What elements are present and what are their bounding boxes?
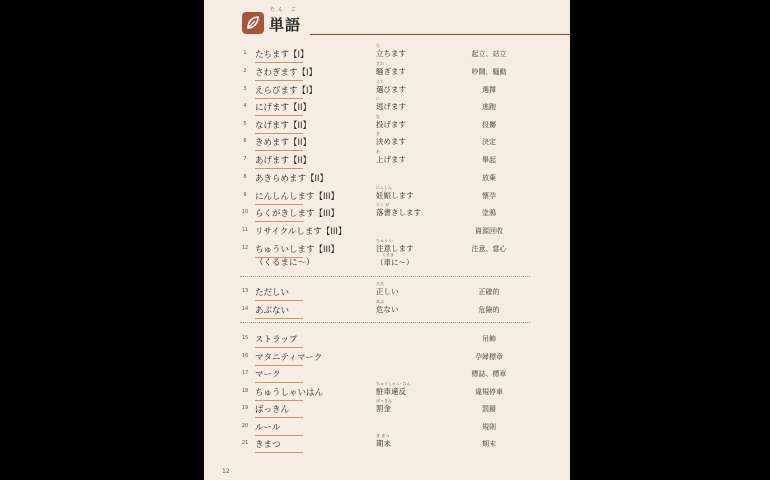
row-number: 1: [243, 50, 247, 56]
kana-word: さわぎます【I】: [255, 66, 317, 78]
kanji-usage-note: （車に〜）: [376, 258, 414, 267]
kanji-ruby: に: [376, 96, 380, 101]
vocab-row: [204, 349, 570, 366]
kanji-word: 罰金: [376, 404, 391, 413]
chinese-meaning: 舉起: [482, 156, 496, 164]
vocab-row: [204, 61, 570, 81]
kana-word: ちゅういします【III】: [255, 243, 339, 255]
row-number: 19: [241, 405, 249, 411]
vocab-row: [204, 131, 570, 151]
vocab-row: [204, 43, 570, 63]
kanji-word: 注意します: [376, 244, 414, 253]
kanji-usage-ruby: くるま: [382, 252, 394, 257]
row-number: 11: [241, 227, 249, 233]
kanji-word: 逃げます: [376, 102, 406, 111]
kanji-ruby: にんしん: [376, 185, 392, 190]
chinese-meaning: 注意、當心: [471, 245, 507, 253]
kana-word: マーク: [255, 368, 281, 380]
kanji-word: 駐車違反: [376, 387, 406, 396]
kanji-word: 騒ぎます: [376, 67, 406, 76]
kanji-ruby: た: [376, 43, 380, 48]
chinese-meaning: 標誌、標章: [471, 370, 507, 378]
row-number: 20: [241, 423, 249, 429]
chinese-meaning: 孕婦標章: [475, 353, 503, 361]
kanji-word: 危ない: [376, 305, 399, 314]
kanji-word: 選びます: [376, 85, 406, 94]
row-number: 13: [241, 288, 249, 294]
kanji-word: 落書きします: [376, 208, 421, 217]
section-divider: [240, 322, 530, 323]
kanji-ruby: き: [376, 131, 380, 136]
kanji-ruby: な: [376, 114, 380, 119]
chinese-meaning: 吵鬧、騷動: [471, 68, 507, 76]
vocab-row: [204, 202, 570, 222]
row-number: 12: [241, 245, 249, 251]
chinese-meaning: 資源回收: [475, 227, 503, 235]
chinese-meaning: 選擇: [482, 86, 496, 94]
kanji-word: 妊娠します: [376, 191, 414, 200]
kana-word: きめます【II】: [255, 136, 311, 148]
kanji-word: 投げます: [376, 120, 406, 129]
kana-word: あぶない: [255, 304, 289, 316]
chinese-meaning: 放棄: [482, 174, 496, 182]
row-number: 2: [243, 68, 247, 74]
page-number: 12: [222, 468, 230, 475]
row-number: 18: [241, 388, 249, 394]
chinese-meaning: 起立、站立: [471, 50, 507, 58]
row-number: 8: [243, 174, 247, 180]
vocab-row: [204, 433, 570, 453]
kanji-ruby: ばっきん: [376, 398, 392, 403]
chinese-meaning: 逃跑: [482, 103, 496, 111]
section-header: [242, 8, 570, 40]
chinese-meaning: 正確的: [478, 288, 500, 296]
kana-word: えらびます【I】: [255, 84, 317, 96]
chinese-meaning: 規則: [482, 423, 496, 431]
vocab-row: [204, 149, 570, 169]
title-ruby: たん ご: [270, 7, 299, 13]
kanji-ruby: き まつ: [376, 433, 390, 438]
kanji-word: 決めます: [376, 137, 406, 146]
header-rule: [310, 34, 570, 35]
chinese-meaning: 罰鍰: [482, 405, 496, 413]
chinese-meaning: 危險的: [478, 306, 500, 314]
kanji-ruby: らく が: [376, 202, 390, 207]
row-number: 5: [243, 121, 247, 127]
kana-word: ルール: [255, 421, 280, 433]
row-number: 4: [243, 103, 247, 109]
kana-word: らくがきします【III】: [255, 207, 339, 219]
kana-usage-note: （くるまに〜）: [255, 258, 315, 268]
kana-word: にんしんします【III】: [255, 190, 339, 202]
kanji-ruby: えら: [376, 79, 384, 84]
kana-word: ばっきん: [255, 403, 289, 415]
kana-word: たちます【I】: [255, 48, 309, 60]
chinese-meaning: 違規停車: [475, 388, 503, 396]
chinese-meaning: 決定: [482, 138, 496, 146]
row-number: 7: [243, 156, 247, 162]
kanji-ruby: ちゅうしゃ い はん: [376, 381, 411, 386]
row-number: 16: [241, 353, 249, 359]
page-title: 単語: [269, 16, 302, 34]
vocab-row: [204, 281, 570, 301]
kanji-ruby: ちゅう い: [376, 238, 394, 243]
leaf-icon: [242, 12, 264, 34]
row-number: 15: [241, 335, 249, 341]
kanji-word: 期末: [376, 439, 391, 448]
kana-word: きまつ: [255, 438, 281, 450]
kanji-word: 正しい: [376, 287, 399, 296]
kana-word: あきらめます【II】: [255, 174, 329, 184]
kana-word: ちゅうしゃいはん: [255, 386, 323, 398]
kana-word: マタニティマーク: [255, 351, 322, 363]
section-divider: [240, 276, 530, 277]
kanji-ruby: あぶ: [376, 299, 384, 304]
row-number: 21: [241, 440, 249, 446]
kana-word: あげます【II】: [255, 154, 311, 166]
chinese-meaning: 吊飾: [482, 335, 496, 343]
vocab-row: [204, 398, 570, 418]
kanji-word: 上げます: [376, 155, 406, 164]
chinese-meaning: 投擲: [482, 121, 496, 129]
kanji-word: 立ちます: [376, 49, 406, 58]
chinese-meaning: 懷孕: [482, 192, 496, 200]
kanji-ruby: さわ: [376, 61, 384, 66]
kanji-ruby: あ: [376, 149, 380, 154]
row-number: 6: [243, 138, 247, 144]
chinese-meaning: 塗鴉: [482, 209, 496, 217]
vocab-row: [204, 331, 570, 348]
kana-word: ストラップ: [255, 333, 297, 345]
vocab-row: [204, 79, 570, 99]
vocab-row: [204, 114, 570, 134]
kanji-ruby: ただ: [376, 281, 384, 286]
kana-word: なげます【II】: [255, 119, 311, 131]
chinese-meaning: 期末: [482, 440, 496, 448]
row-number: 3: [243, 86, 247, 92]
vocab-row: [204, 299, 570, 319]
vocab-row: [204, 96, 570, 116]
kana-word: リサイクルします【III】: [255, 227, 347, 237]
textbook-page: [204, 0, 570, 480]
row-number: 17: [241, 370, 249, 376]
row-number: 9: [243, 192, 247, 198]
kana-word: にげます【II】: [255, 101, 311, 113]
kana-word: ただしい: [255, 286, 289, 298]
row-number: 10: [241, 209, 249, 215]
row-number: 14: [241, 306, 249, 312]
